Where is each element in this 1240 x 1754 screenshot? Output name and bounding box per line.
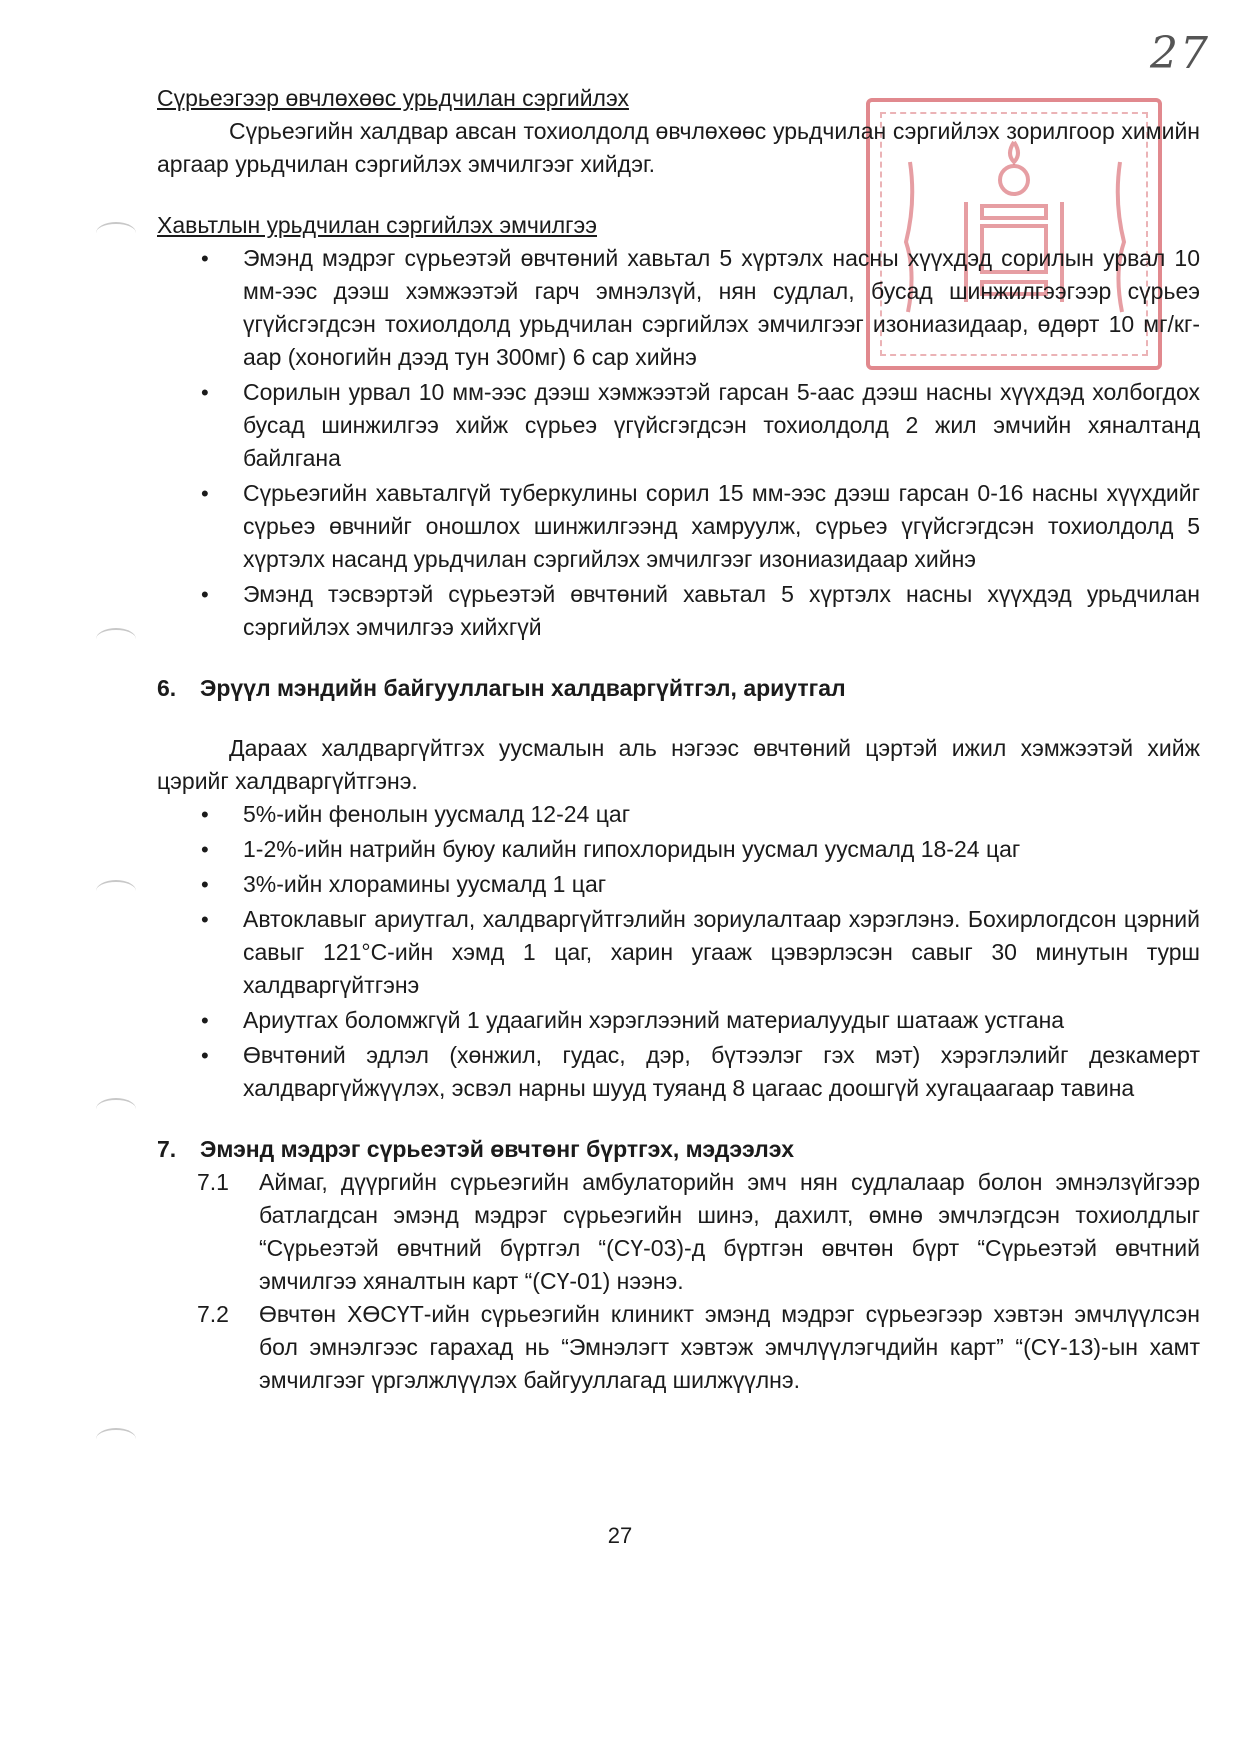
disinfection-list <box>157 798 1200 1105</box>
subsection-text: Өвчтөн ХӨСҮТ-ийн сүрьеэгийн клиникт эмэнд мэдрэг сүрьеэгээр хэвтэн эмчлүүлсэн бол эмнэлгээс гарахад нь “Эмнэлэгт хэвтэж эмчлүүлэгчдийн карт” “(СҮ-13)-ын хамт эмчилгээг үргэлжлүүлэх байгууллагад шилжүүлнэ. <box>259 1301 1200 1393</box>
section-number: 7. <box>157 1136 177 1162</box>
binder-mark <box>96 628 136 650</box>
binder-mark <box>96 880 136 902</box>
list-item: • 5%-ийн фенолын уусмалд 12-24 цаг <box>157 798 1200 831</box>
list-item: • Өвчтөний эдлэл (хөнжил, гудас, дэр, бүтээлэг гэх мэт) хэрэглэлийг дезкамерт халдваргүйжүүлэх, эсвэл нарны шууд туяанд 8 цагаас доошгүй хугацаагаар тавина <box>157 1039 1200 1105</box>
list-item: • Сорилын урвал 10 мм-ээс дээш хэмжээтэй гарсан 5-аас дээш насны хүүхдэд холбогдох бусад шинжилгээ хийж сүрьеэ үгүйсгэгдсэн тохиолдолд 2 жил эмчийн хяналтанд байлгана <box>157 376 1200 475</box>
subsection-number: 7.2 <box>197 1301 229 1327</box>
list-item: • 3%-ийн хлорамины уусмалд 1 цаг <box>157 868 1200 901</box>
disinfection-paragraph: Дараах халдваргүйтгэх уусмалын аль нэгээс өвчтөний цэртэй ижил хэмжээтэй хийж цэрийг халдваргүйтгэнэ. <box>157 735 1200 794</box>
list-item: • Эмэнд мэдрэг сүрьеэтэй өвчтөний хавьтал 5 хүртэлх насны хүүхдэд сорилын урвал 10 мм-ээс дээш хэмжээтэй гарч эмнэлзүй, нян судлал, бусад шинжилгээгээр сүрьеэ үгүйсгэгдсэн тохиолдолд урьдчилан сэргийлэх эмчилгээг изониазидаар, өдөрт 10 мг/кг-аар (хоногийн дээд тун 300мг) 6 сар хийнэ <box>157 242 1200 374</box>
list-item: • Эмэнд тэсвэртэй сүрьеэтэй өвчтөний хавьтал 5 хүртэлх насны хүүхдэд урьдчилан сэргийлэх эмчилгээ хийхгүй <box>157 578 1200 644</box>
section-title-text: Эрүүл мэндийн байгууллагын халдваргүйтгэл, ариутгал <box>200 675 846 701</box>
subsection-7-2 <box>157 1298 1200 1397</box>
page-number: 27 <box>607 1523 633 1548</box>
binder-mark <box>96 1428 136 1450</box>
list-item: • Ариутгах боломжгүй 1 удаагийн хэрэглээний материалуудыг шатааж устгана <box>157 1004 1200 1037</box>
subsection-number: 7.1 <box>197 1169 229 1195</box>
handwritten-page-number: 27 <box>1150 28 1210 79</box>
section-title-text: Эмэнд мэдрэг сүрьеэтэй өвчтөнг бүртгэх, мэдээлэх <box>200 1136 794 1162</box>
binder-mark <box>96 1098 136 1120</box>
contact-prevention-heading: Хавьтлын урьдчилан сэргийлэх эмчилгээ <box>157 212 597 238</box>
list-item: • 1-2%-ийн натрийн буюу калийн гипохлоридын уусмал уусмалд 18-24 цаг <box>157 833 1200 866</box>
contact-prevention-list <box>157 242 1200 644</box>
prevention-heading: Сүрьеэгээр өвчлөхөөс урьдчилан сэргийлэх <box>157 85 629 111</box>
document-body <box>157 82 1200 1397</box>
binder-mark <box>96 222 136 244</box>
prevention-paragraph: Сүрьеэгийн халдвар авсан тохиолдолд өвчлөхөөс урьдчилан сэргийлэх зорилгоор химийн аргаар урьдчилан сэргийлэх эмчилгээг хийдэг. <box>157 118 1200 177</box>
section-6-title <box>157 672 1200 705</box>
section-7-title <box>157 1133 1200 1166</box>
subsection-7-1 <box>157 1166 1200 1298</box>
subsection-text: Аймаг, дүүргийн сүрьеэгийн амбулаторийн эмч нян судлалаар болон эмнэлзүйгээр батлагдсан эмэнд мэдрэг сүрьеэгийн шинэ, дахилт, өмнө эмчлэгдсэн тохиолдлыг “Сүрьеэтэй өвчтний бүртгэл “(СҮ-03)-д бүртгэн өвчтөн бүрт “Сүрьеэтэй өвчтний эмчилгээ хяналтын карт “(СҮ-01) нээнэ. <box>259 1169 1200 1294</box>
list-item: • Сүрьеэгийн хавьталгүй туберкулины сорил 15 мм-ээс дээш гарсан 0-16 насны хүүхдийг сүрьеэ өвчнийг оношлох шинжилгээнд хамруулж, сүрьеэ үгүйсгэгдсэн тохиолдолд 5 хүртэлх насанд урьдчилан сэргийлэх эмчилгээг изониазидаар хийнэ <box>157 477 1200 576</box>
section-number: 6. <box>157 675 177 701</box>
list-item: • Автоклавыг ариутгал, халдваргүйтгэлийн зориулалтаар хэрэглэнэ. Бохирлогдсон цэрний савыг 121°С-ийн хэмд 1 цаг, харин угааж цэвэрлэсэн савыг 30 минутын турш халдваргүйтгэнэ <box>157 903 1200 1002</box>
